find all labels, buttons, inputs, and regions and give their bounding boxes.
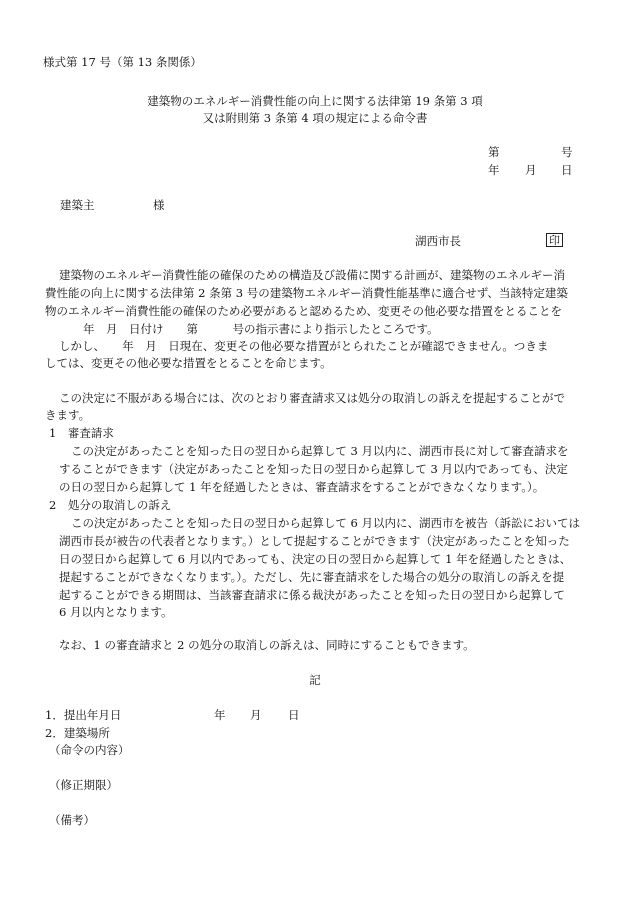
document-title-line1: 建築物のエネルギー消費性能の向上に関する法律第 19 条第 3 項 bbox=[147, 94, 483, 108]
deadline-label: （修正期限） bbox=[49, 778, 118, 792]
doc-number-dai: 第 bbox=[488, 145, 500, 159]
document-title-line2: 又は附則第 3 条第 4 項の規定による命令書 bbox=[202, 111, 428, 125]
appeal-section1-heading: 1 審査請求 bbox=[49, 426, 114, 440]
appeal-section1-line2: することができます（決定があったことを知った日の翌日から起算して 3 月以内であっても、決定 bbox=[59, 462, 568, 476]
body-p2-line2: しては、変更その他必要な措置をとることを命じます。 bbox=[45, 356, 332, 370]
order-content-label: （命令の内容） bbox=[49, 743, 130, 757]
addressee-honorific: 様 bbox=[153, 198, 165, 212]
ki-heading: 記 bbox=[309, 673, 321, 687]
addressee-label: 建築主 bbox=[60, 198, 95, 212]
appeal-section2-line1: この決定があったことを知った日の翌日から起算して 6 月以内に、湖西市を被告（訴訟においては bbox=[71, 516, 581, 530]
body-p2-line1: しかし、 年 月 日現在、変更その他必要な措置がとられたことが確認できません。つきま bbox=[59, 339, 549, 353]
appeal-section2-line6: 6 月以内となります。 bbox=[59, 605, 173, 619]
date-month: 月 bbox=[525, 163, 537, 177]
item1-month: 月 bbox=[250, 708, 262, 722]
appeal-section2-line2: 湖西市長が被告の代表者となります。）として提起することができます（決定があったことを知った bbox=[59, 534, 570, 548]
item1-label: 1．提出年月日 bbox=[45, 708, 122, 722]
appeal-section2-line3: 日の翌日から起算して 6 月以内であっても、決定の日の翌日から起算して 1 年を経過したときは、 bbox=[59, 552, 572, 566]
item1-year: 年 bbox=[214, 708, 226, 722]
doc-number-go: 号 bbox=[561, 145, 573, 159]
appeal-section1-line3: の日の翌日から起算して 1 年を経過したときは、審査請求をすることができなくなります。）。 bbox=[59, 480, 545, 494]
appeal-intro-line2: きます。 bbox=[45, 408, 91, 422]
item2-label: 2．建築場所 bbox=[45, 726, 110, 740]
issuer-name: 湖西市長 bbox=[415, 234, 461, 248]
body-p1-line4: 年 月 日付け 第 号の指示書により指示したところです。 bbox=[83, 322, 439, 336]
date-year: 年 bbox=[488, 163, 500, 177]
appeal-intro-line1: この決定に不服がある場合には、次のとおり審査請求又は処分の取消しの訴えを提起することがで bbox=[59, 391, 565, 405]
body-p1-line2: 費性能の向上に関する法律第 2 条第 3 号の建築物エネルギー消費性能基準に適合せず、当該特定建築 bbox=[45, 286, 568, 300]
appeal-section2-line4: 提起することができなくなります。）。ただし、先に審査請求をした場合の処分の取消しの訴えを提 bbox=[59, 570, 565, 584]
appeal-section2-heading: 2 処分の取消しの訴え bbox=[49, 498, 172, 512]
seal-mark: 印 bbox=[546, 233, 563, 247]
remarks-label: （備考） bbox=[49, 813, 95, 827]
form-label: 様式第 17 号（第 13 条関係） bbox=[43, 55, 202, 69]
item1-day: 日 bbox=[288, 708, 300, 722]
appeal-note: なお、1 の審査請求と 2 の処分の取消しの訴えは、同時にすることもできます。 bbox=[59, 638, 475, 652]
body-p1-line3: 物のエネルギー消費性能の確保のため必要があると認めるため、変更その他必要な措置をとることを bbox=[45, 304, 563, 318]
body-p1-line1: 建築物のエネルギー消費性能の確保のための構造及び設備に関する計画が、建築物のエネルギー消 bbox=[59, 268, 565, 282]
appeal-section1-line1: この決定があったことを知った日の翌日から起算して 3 月以内に、湖西市長に対して審査請求を bbox=[71, 444, 569, 458]
appeal-section2-line5: 起することができる期間は、当該審査請求に係る裁決があったことを知った日の翌日から起算して bbox=[59, 588, 565, 602]
date-day: 日 bbox=[561, 163, 573, 177]
